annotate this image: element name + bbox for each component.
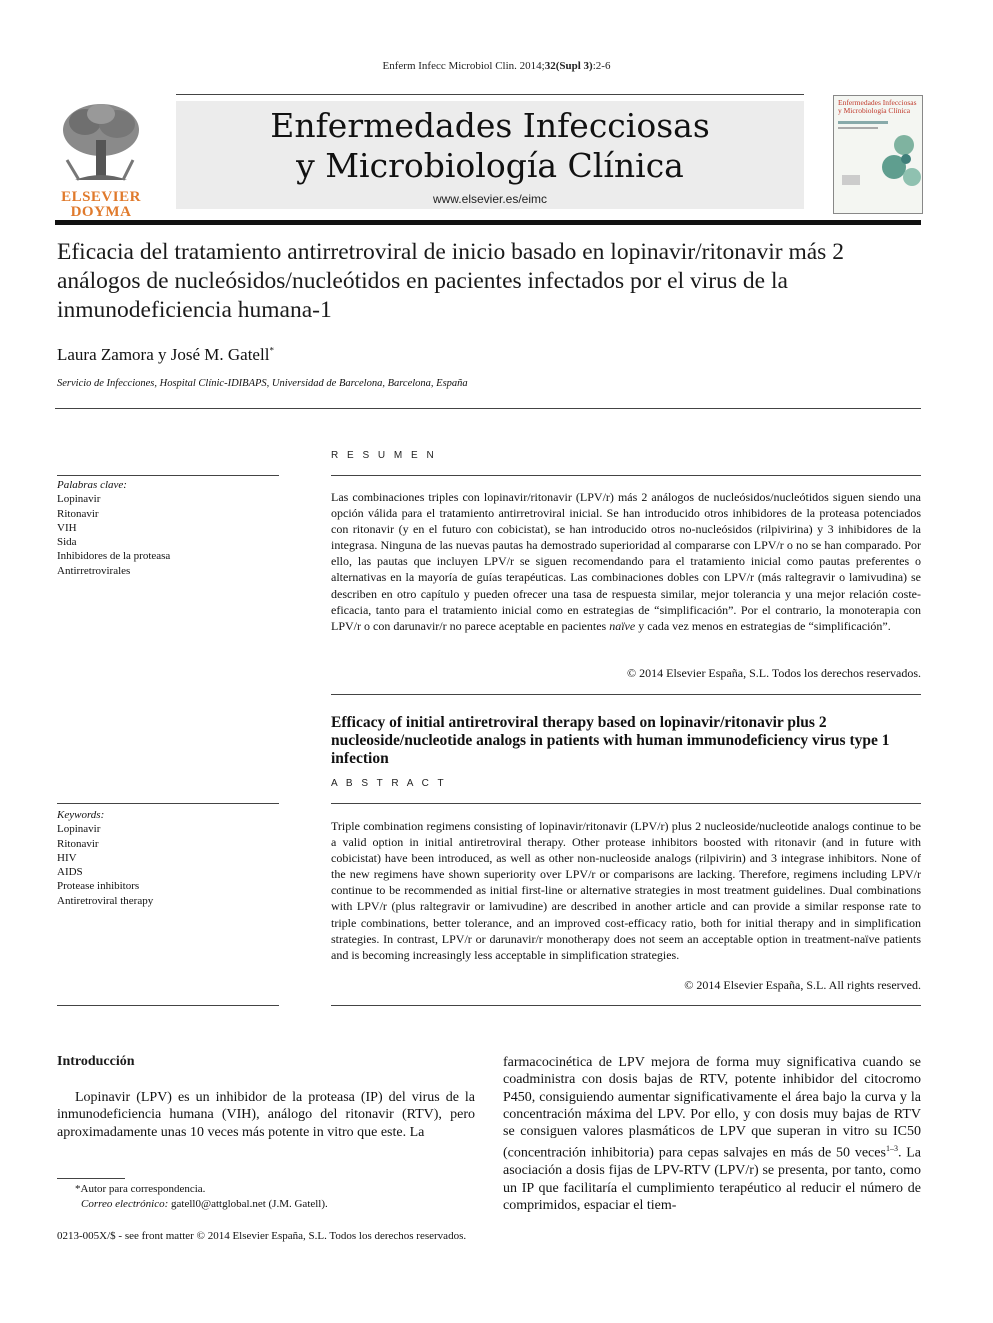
footnote-rule — [57, 1178, 125, 1179]
author-affiliation: Servicio de Infecciones, Hospital Clínic-IDIBAPS, Universidad de Barcelona, Barcelona, España — [57, 378, 468, 389]
header-top-rule — [176, 94, 804, 95]
keywords-en-label: Keywords: — [57, 809, 105, 821]
intro-paragraph-right: farmacocinética de LPV mejora de forma muy significativa cuando se coadministra con dosis bajas de RTV, potente inhibidor del citocromo P450, consiguiendo aumentar significativamente el área bajo la curva y la concentración máxima del LPV. Por ello, y con dosis muy bajas de RTV se consiguen valores plasmáticos de LPV que superan in vitro su IC50 (concentración inhibitoria) para cepas salvajes en más de 50 veces$^{1-3}$. La asociación a dosis fijas de LPV-RTV (LPV/r) se presenta, por tanto, como un IP que facilitaría el cumplimiento terapéutico al reducir el número de comprimidos, espaciar el tiem- — [503, 1055, 922, 1214]
reference-link[interactable]: 1–3 — [885, 1144, 898, 1154]
journal-title-line2: y Microbiología Clínica — [296, 146, 684, 185]
journal-banner — [176, 101, 804, 209]
elsevier-logo — [55, 100, 147, 220]
resumen-label: R E S U M E N — [331, 450, 437, 461]
abstract-top-rule — [331, 803, 921, 804]
keywords-en — [57, 808, 279, 908]
footnote-corresponding: *Autor para correspondencia. — [75, 1183, 206, 1195]
article-authors: Laura Zamora y José M. Gatell* — [57, 345, 274, 364]
journal-url[interactable]: www.elsevier.es/eimc — [432, 192, 548, 206]
cover-title: Enfermedades Infecciosas y Microbiología Clínica — [838, 98, 917, 115]
cover-artwork-icon — [834, 115, 922, 195]
elsevier-wordmark: ELSEVIER — [61, 189, 141, 205]
abstract-copyright: © 2014 Elsevier España, S.L. All rights reserved. — [684, 978, 921, 992]
email-link[interactable]: gatell0@attglobal.net — [171, 1198, 266, 1210]
abstract-bottom-rule — [331, 1005, 921, 1006]
journal-cover-thumbnail — [833, 95, 923, 214]
intro-paragraph-left: Lopinavir (LPV) es un inhibidor de la proteasa (IP) del virus de la inmunodeficiencia humana (VIH), análogo del ritonavir (RTV), pero aproximadamente unas 10 veces más potente in vitro que este. La — [57, 1090, 475, 1140]
footnote-email: Correo electrónico: gatell0@attglobal.net (J.M. Gatell). — [81, 1198, 328, 1210]
article-title: Eficacia del tratamiento antirretroviral de inicio basado en lopinavir/ritonavir más 2 análogos de nucleósidos/nucleótidos en pacientes infectados por el virus de la inmunodeficiencia humana-1 — [57, 239, 844, 323]
journal-citation: Enferm Infecc Microbiol Clin. 2014;32(Supl 3):2-6 — [382, 60, 611, 72]
keywords-top-rule — [57, 475, 279, 476]
keyword-item: Sida — [57, 536, 77, 549]
affiliation-rule — [55, 408, 921, 409]
keyword-item: HIV — [57, 851, 77, 864]
journal-title-line1: Enfermedades Infecciosas — [270, 106, 710, 145]
tree-icon — [55, 100, 147, 185]
keyword-item: AIDS — [57, 866, 83, 879]
resumen-copyright: © 2014 Elsevier España, S.L. Todos los derechos reservados. — [627, 666, 921, 680]
keywords-en-bottom-rule — [57, 1005, 279, 1006]
palabras-clave — [57, 478, 279, 578]
abstract-text: Triple combination regimens consisting of lopinavir/ritonavir (LPV/r) plus 2 nucleoside/nucleotide analogs continue to be a valid option in initial antiretroviral therapy. Other protease inhibitors boosted with ritonavir (and in future with cobicistat) have been introduced, as well as other non-nucleoside analogs (rilpivirin) and 3 integrase inhibitors. None of the new regimens have shown superiority over LPV/r or comparisons are lacking. Therefore, regimens including LPV/r continue to be recommended as initial first-line or alternative strategies in most treatment guidelines. Dual combinations with LPV/r (plus raltegravir or lamivudine) are described in another article and can provide a similar response rate to triple combinations, better tolerance, and an improved cost-efficacy ratio, both for initial therapy and in simplification strategies. In contrast, LPV/r or darunavir/r monotherapy does not seem an acceptable option in treatment-naïve patients and is becoming increasingly less acceptable in simplification strategies. — [331, 819, 921, 962]
keyword-item: Ritonavir — [57, 507, 99, 520]
palabras-clave-label: Palabras clave: — [57, 479, 127, 491]
resumen-top-rule — [331, 475, 921, 476]
keyword-item: Antirretrovirales — [57, 564, 131, 577]
keyword-item: Antiretroviral therapy — [57, 894, 154, 907]
keyword-item: VIH — [57, 521, 77, 534]
keywords-en-top-rule — [57, 803, 279, 804]
abstract-label: A B S T R A C T — [331, 778, 447, 789]
page-footer: 0213-005X/$ - see front matter © 2014 Elsevier España, S.L. Todos los derechos reservados. — [57, 1230, 467, 1242]
resumen-text: Las combinaciones triples con lopinavir/ritonavir (LPV/r) más 2 análogos de nucleósidos/nucleótidos siguen siendo una opción válida para el tratamiento antirretroviral inicial. Se han introducido otros inhibidores de la proteasa potenciados con ritonavir (y en el futuro con cobicistat), se han introducido otros no-nucleósidos (rilpivirina) y 3 inhibidores de la integrasa. Ninguna de las nuevas pautas ha demostrado superioridad al compararse con LPV/r o no se han comparado. Por ello, las pautas que incluyen LPV/r se siguen recomendando para el tratamiento inicial como pautas preferentes o alternativas en la mayoría de guías terapéuticas. Las combinaciones dobles con LPV/r (más raltegravir o lamivudina) se describen en otro capítulo y pueden ofrecer una tasa de respuesta similar, mejor tolerancia y una mejor relación coste-eficacia, tanto para el tratamiento inicial como en estrategias de “simplificación”. Por el contrario, la monoterapia con LPV/r o con darunavir/r no parece aceptable en pacientes naïve y cada vez menos en estrategias de “simplificación”. — [331, 490, 921, 633]
introduccion-heading: Introducción — [57, 1054, 135, 1069]
keyword-item: Lopinavir — [57, 823, 101, 836]
english-title: Efficacy of initial antiretroviral therapy based on lopinavir/ritonavir plus 2 nucleoside/nucleotide analogs in patients with human immunodeficiency virus type 1 infection — [331, 714, 890, 767]
resumen-bottom-rule — [331, 694, 921, 695]
corresponding-author-mark[interactable]: * — [269, 345, 274, 356]
keyword-item: Inhibidores de la proteasa — [57, 550, 171, 563]
doyma-wordmark: DOYMA — [70, 204, 132, 220]
header-thick-rule — [55, 220, 921, 225]
keyword-item: Protease inhibitors — [57, 880, 140, 893]
keyword-item: Lopinavir — [57, 493, 101, 506]
keyword-item: Ritonavir — [57, 837, 99, 850]
